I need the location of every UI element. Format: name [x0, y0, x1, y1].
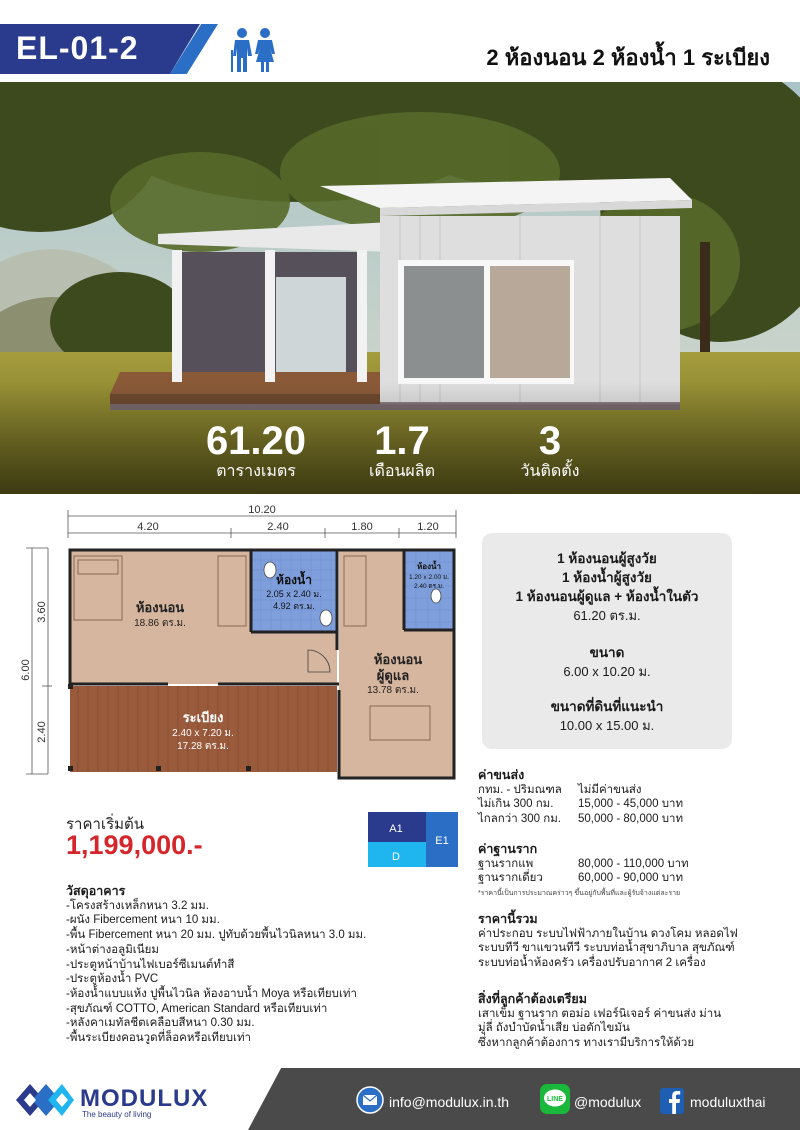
shipping-row: ไกลกว่า 300 กม. 50,000 - 80,000 บาท [478, 812, 684, 825]
shipping-heading: ค่าขนส่ง [478, 768, 525, 782]
customer-line: มู่ลี่ ถังบำบัดน้ำเสีย บ่อดักไขมัน [478, 1022, 630, 1034]
stat-install-unit: วันติดตั้ง [520, 463, 580, 480]
label-bath-size: 2.05 x 2.40 ม. [266, 589, 322, 599]
price-value: 1,199,000.- [66, 830, 203, 860]
foundation-row: ฐานรากแพ 80,000 - 110,000 บาท [478, 857, 689, 870]
footer [0, 1068, 800, 1130]
floor-plan [18, 500, 468, 790]
zone-d: D [392, 851, 400, 863]
info-land-value: 10.00 x 15.00 ม. [559, 718, 655, 733]
toilet-icon [264, 562, 276, 578]
material-item: -หน้าต่างอลูมิเนียม [66, 943, 159, 956]
stat-production-value: 1.7 [374, 419, 430, 463]
label-caregiver-2: ผู้ดูแล [376, 668, 410, 683]
dim-seg-1: 4.20 [137, 521, 159, 533]
foundation-section [478, 842, 778, 901]
material-item: -ผนัง Fibercement หนา 10 มม. [66, 914, 220, 927]
label-veranda-area: 17.28 ตร.ม. [177, 741, 229, 752]
dim-overall-width: 10.20 [248, 504, 276, 516]
dim-seg-3: 1.80 [351, 521, 373, 533]
label-veranda: ระเบียง [182, 710, 224, 725]
shipping-row: กทม. - ปริมณฑล ไม่มีค่าขนส่ง [478, 783, 642, 796]
included-line: ระบบทีวี ขาแขวนทีวี ระบบท่อน้ำสุขาภิบาล สุขภัณฑ์ [478, 942, 735, 954]
material-item: -สุขภัณฑ์ COTTO, American Standard หรือเทียบเท่า [66, 1002, 328, 1015]
facebook-link[interactable]: moduluxthai [690, 1094, 766, 1110]
material-item: -ประตูหน้าบ้านไฟเบอร์ซีเมนต์ทำสี [66, 958, 235, 971]
foundation-heading: ค่าฐานราก [478, 842, 538, 856]
dim-seg-2: 2.40 [267, 521, 289, 533]
label-small-bath-area: 2.40 ตร.ม. [413, 583, 445, 590]
foundation-row: ฐานรากเดี่ยว 60,000 - 90,000 บาท [478, 872, 684, 884]
line-icon-text: LINE [547, 1096, 563, 1103]
brand-tagline: The beauty of living [82, 1110, 152, 1119]
foundation-note: *ราคานี้เป็นการประมาณคร่าวๆ ขึ้นอยู่กับพื้นที่และผู้รับจ้างแต่ละราย [478, 889, 681, 897]
included-line: ระบบท่อน้ำห้องครัว เครื่องปรับอากาศ 2 เครื่อง [478, 956, 706, 969]
label-small-bath: ห้องน้ำ [417, 562, 441, 571]
materials-list [66, 884, 396, 1046]
zone-e1: E1 [435, 835, 449, 847]
material-item: -พื้นระเบียงคอนวูดที่ล็อคหรือเทียบเท่า [66, 1032, 252, 1045]
zone-legend [368, 812, 458, 867]
brand-name: MODULUX [80, 1085, 209, 1112]
material-item: -ห้องน้ำแบบแห้ง ปูพื้นไวนิล ห้องอาบน้ำ Moya หรือเทียบเท่า [66, 987, 357, 1000]
stat-area-value: 61.20 [205, 419, 307, 463]
label-small-bath-size: 1.20 x 2.00 ม. [408, 574, 450, 581]
material-item: -หลังคาเมทัลชีตเคลือบสีหนา 0.30 มม. [66, 1017, 255, 1030]
stat-area [200, 420, 312, 482]
label-bath: ห้องน้ำ [276, 573, 312, 587]
label-veranda-size: 2.40 x 7.20 ม. [172, 728, 234, 739]
dim-depth-1: 3.60 [36, 601, 48, 623]
facebook-icon[interactable] [660, 1088, 684, 1114]
material-item: -ประตูห้องน้ำ PVC [66, 973, 159, 986]
dim-seg-4: 1.20 [417, 521, 439, 533]
elderly-couple-icon [228, 26, 280, 74]
dim-depth-2: 2.40 [36, 721, 48, 743]
info-size-label: ขนาด [589, 645, 625, 660]
header [0, 0, 800, 82]
zone-a1: A1 [389, 823, 403, 835]
page-title: 2 ห้องนอน 2 ห้องน้ำ 1 ระเบียง [486, 45, 770, 70]
shipping-section [478, 768, 778, 826]
price-label: ราคาเริ่มต้น [66, 816, 145, 833]
customer-section [478, 992, 778, 1050]
included-heading: ราคานี้รวม [478, 912, 538, 926]
label-caregiver-1: ห้องนอน [373, 652, 423, 667]
info-box [482, 533, 732, 749]
info-land-label: ขนาดที่ดินที่แนะนำ [550, 699, 664, 714]
label-bath-area: 4.92 ตร.ม. [273, 601, 315, 611]
included-line: ค่าประกอบ ระบบไฟฟ้าภายในบ้าน ดวงโคม หลอดไฟ [478, 927, 738, 940]
included-section [478, 912, 778, 970]
line-link[interactable]: @modulux [574, 1094, 642, 1110]
stat-production [362, 420, 442, 482]
stat-install-value: 3 [538, 419, 562, 463]
customer-heading: สิ่งที่ลูกค้าต้องเตรียม [478, 992, 587, 1006]
label-bedroom-area: 18.86 ตร.ม. [134, 618, 186, 629]
info-line-3: 1 ห้องนอนผู้ดูแล + ห้องน้ำในตัว [515, 589, 699, 604]
customer-line: เสาเข็ม ฐานราก ตอม่อ เฟอร์นิเจอร์ ค่าขนส่ง ม่าน [478, 1007, 722, 1020]
material-item: -โครงสร้างเหล็กหนา 3.2 มม. [66, 899, 209, 912]
stat-area-unit: ตารางเมตร [216, 463, 296, 480]
line-app-icon[interactable] [540, 1084, 570, 1114]
sink-icon [320, 610, 332, 626]
dim-overall-depth: 6.00 [20, 659, 32, 681]
info-area: 61.20 ตร.ม. [573, 608, 641, 623]
modulux-logo-icon [14, 1078, 76, 1122]
info-line-1: 1 ห้องนอนผู้สูงวัย [557, 551, 657, 566]
small-toilet-icon [431, 589, 441, 603]
email-icon[interactable] [356, 1086, 384, 1114]
customer-line: ซึ่งหากลูกค้าต้องการ ทางเรามีบริการให้ด้วย [478, 1036, 695, 1049]
room-bedroom [70, 550, 251, 684]
materials-heading: วัสดุอาคาร [66, 884, 126, 898]
material-item: -พื้น Fibercement หนา 20 มม. ปูทับด้วยพื้นไวนิลหนา 3.0 มม. [66, 929, 367, 942]
label-bedroom: ห้องนอน [135, 600, 185, 615]
info-line-2: 1 ห้องน้ำผู้สูงวัย [562, 570, 652, 585]
shipping-row: ไม่เกิน 300 กม. 15,000 - 45,000 บาท [478, 798, 684, 810]
stat-production-unit: เดือนผลิต [369, 463, 435, 480]
email-link[interactable]: info@modulux.in.th [389, 1094, 510, 1110]
model-code: EL-01-2 [16, 30, 139, 66]
label-caregiver-area: 13.78 ตร.ม. [367, 685, 419, 696]
hero-render [0, 82, 800, 494]
info-size-value: 6.00 x 10.20 ม. [563, 664, 651, 679]
stat-install [512, 420, 588, 482]
